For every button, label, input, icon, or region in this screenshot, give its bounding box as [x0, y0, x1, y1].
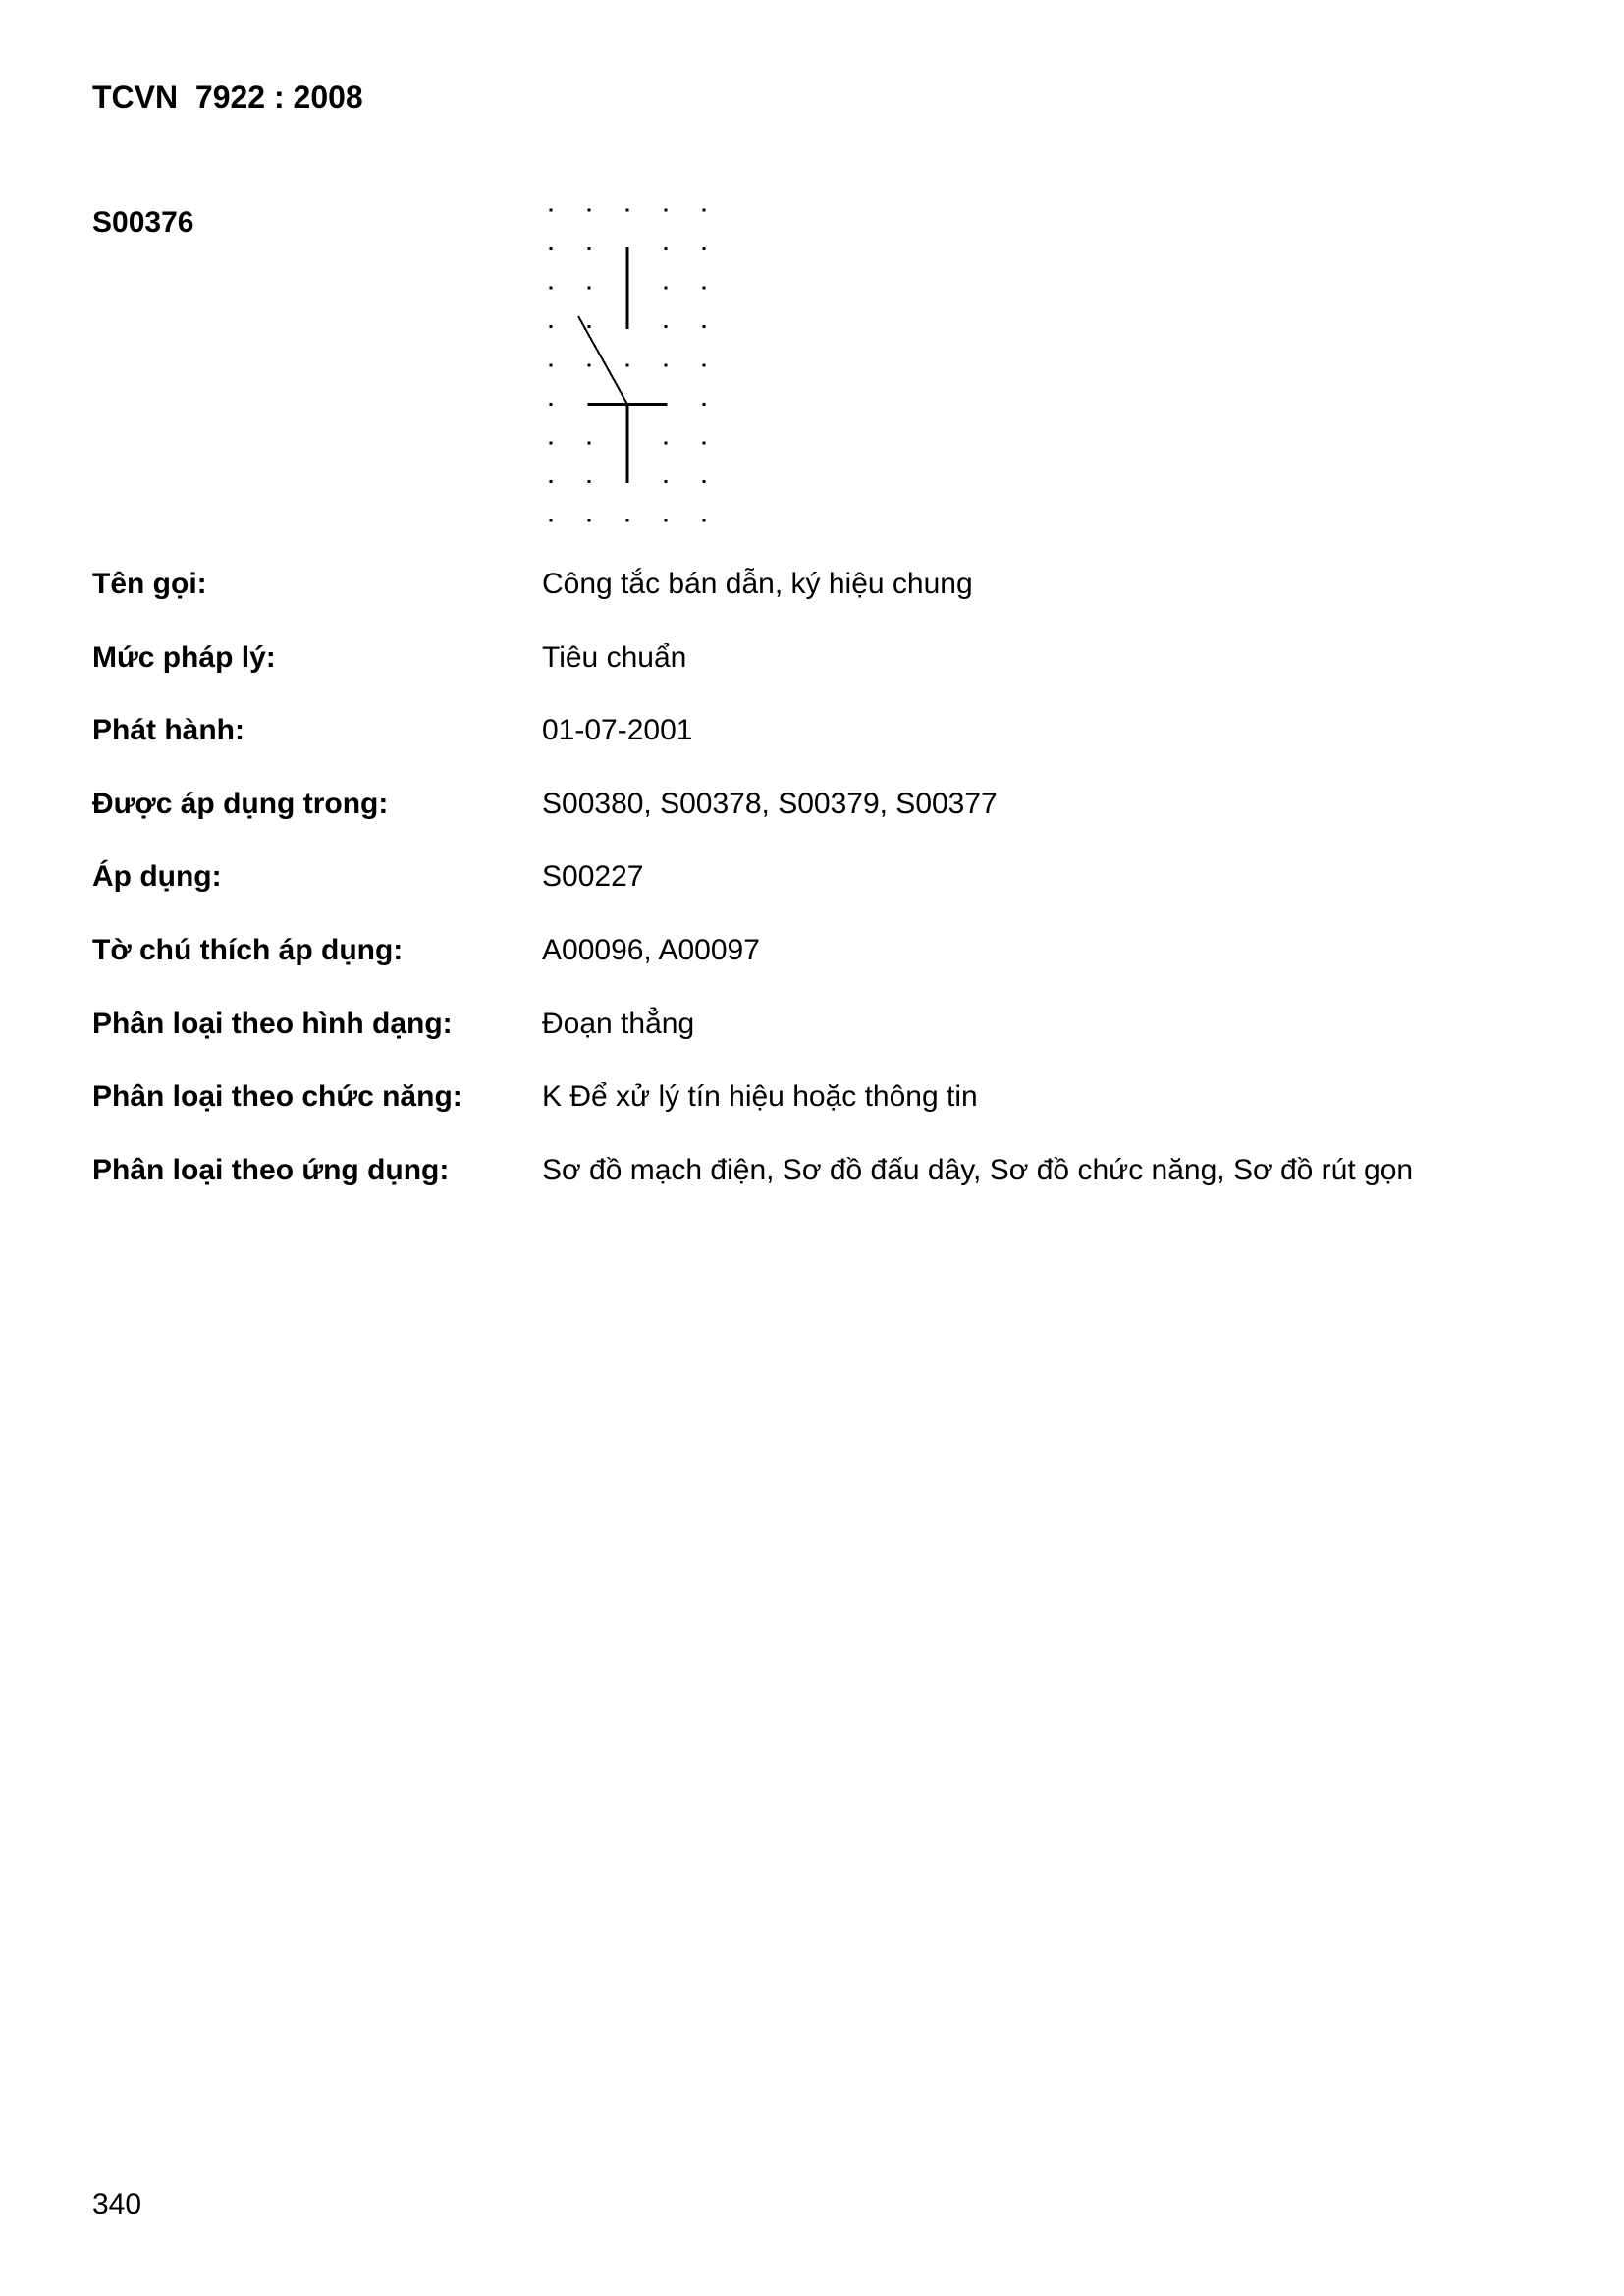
field-row-duoc-ap-dung-trong	[92, 788, 1536, 861]
field-value: 01-07-2001	[542, 714, 693, 747]
field-label: Mức pháp lý:	[92, 640, 276, 674]
field-value: A00096, A00097	[542, 933, 760, 966]
page-number: 340	[92, 2188, 142, 2220]
field-label: Tên gọi:	[92, 568, 207, 600]
field-row-ap-dung	[92, 860, 1536, 934]
field-value: S00380, S00378, S00379, S00377	[542, 787, 998, 820]
field-value: Đoạn thẳng	[542, 1007, 695, 1040]
field-row-phan-loai-chuc-nang	[92, 1080, 1536, 1154]
field-row-to-chu-thich-ap-dung	[92, 934, 1536, 1008]
symbol-figure	[539, 193, 726, 532]
field-label: Tờ chú thích áp dụng:	[92, 933, 404, 966]
field-value: Sơ đồ mạch điện, Sơ đồ đấu dây, Sơ đồ chức năng, Sơ đồ rút gọn	[542, 1153, 1414, 1186]
field-label: Phân loại theo chức năng:	[92, 1080, 462, 1114]
field-label: Phát hành:	[92, 714, 244, 747]
field-label: Phân loại theo hình dạng:	[92, 1007, 453, 1040]
field-row-muc-phap-ly	[92, 641, 1536, 715]
field-row-ten-goi	[92, 568, 1536, 641]
field-label: Phân loại theo ứng dụng:	[92, 1153, 450, 1186]
field-row-phat-hanh	[92, 714, 1536, 788]
symbol-id: S00376	[92, 206, 194, 239]
field-label: Được áp dụng trong:	[92, 787, 389, 820]
field-value: S00227	[542, 860, 644, 894]
field-row-phan-loai-hinh-dang	[92, 1008, 1536, 1081]
semiconductor-switch-symbol	[539, 193, 726, 532]
field-value: K Để xử lý tín hiệu hoặc thông tin	[542, 1080, 978, 1114]
field-list	[92, 568, 1536, 1227]
field-label: Áp dụng:	[92, 860, 222, 894]
field-value: Công tắc bán dẫn, ký hiệu chung	[542, 568, 973, 600]
standard-title: TCVN 7922 : 2008	[92, 80, 363, 115]
field-value: Tiêu chuẩn	[542, 640, 687, 674]
field-row-phan-loai-ung-dung	[92, 1154, 1536, 1228]
